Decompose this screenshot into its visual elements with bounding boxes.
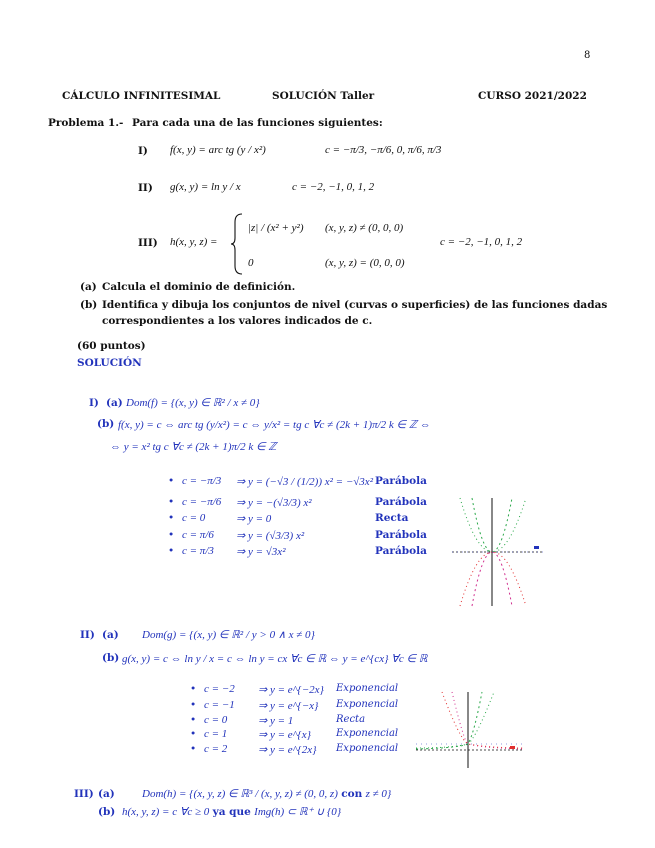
part-i-case-bullet: • [168,496,175,508]
part-ii-case-type: Recta [336,714,366,725]
exp-c1 [416,692,494,748]
task-a-text: Calcula el dominio de definición. [102,281,296,293]
part-i-b-line1: f(x, y) = c ⇔ arc tg (y/x²) = c ⇔ y/x² = tg c ∀c ≠ (2k + 1)π/2 k ∈ ℤ ⇔ [118,419,431,431]
part-i-case-type: Parábola [375,496,427,508]
part-ii-case-eq: ⇒ y = e^{x} [258,729,311,741]
part-i-case-type: Recta [375,512,409,524]
part-i-b-line2: ⇔ y = x² tg c ∀c ≠ (2k + 1)π/2 k ∈ ℤ [110,441,277,453]
part-i-case-type: Parábola [375,529,427,541]
part-ii-case-bullet: • [190,683,197,695]
part-iii-b-label: (b) [98,806,116,818]
part-i-case-type: Parábola [375,475,427,487]
part-ii-domain: Dom(g) = {(x, y) ∈ ℝ² / y > 0 ∧ x ≠ 0} [142,629,315,641]
function-i-number: I) [138,145,148,157]
part-iii-b-text: h(x, y, z) = c ∀c ≥ 0 [122,806,210,818]
part-ii-case-c: c = 0 [204,714,228,726]
part-ii-case-c: c = −2 [204,683,235,695]
piecewise-brace [230,212,244,276]
part-i-case-c: c = −π/3 [182,475,222,487]
part-ii-case-eq: ⇒ y = e^{−2x} [258,684,324,696]
problem-label: Problema 1.- [48,117,124,129]
part-iii-domain-tail: z ≠ 0} [365,788,392,800]
function-iii-case2: 0 [248,257,254,269]
part-iii-b-line [122,805,341,818]
part-iii-b-ya-que: ya que [212,806,251,818]
exp-c-2 [452,692,524,749]
part-ii-case-c: c = 2 [204,743,228,755]
legend-mark [534,546,539,549]
task-b-text: Identifica y dibuja los conjuntos de nivel (curvas o superficies) de las funciones dadas [102,299,608,311]
part-iii-domain-con: con [341,788,363,800]
part-ii-level-curves-plot [412,690,527,770]
header-course-name: CÁLCULO INFINITESIMAL [62,90,221,102]
part-i-case-eq: ⇒ y = √3x² [236,546,286,558]
task-b-text-continued: correspondientes a los valores indicados de c. [102,315,373,327]
function-iii-cond1: (x, y, z) ≠ (0, 0, 0) [325,222,404,234]
header-title: SOLUCIÓN Taller [272,90,375,102]
part-ii-case-eq: ⇒ y = e^{2x} [258,744,317,756]
function-iii-definition-left: h(x, y, z) = [170,236,218,248]
header-year: CURSO 2021/2022 [478,90,587,102]
function-iii-levels: c = −2, −1, 0, 1, 2 [440,236,523,248]
task-b-label: (b) [80,299,98,311]
part-ii-case-bullet: • [190,728,197,740]
part-ii-b-text: g(x, y) = c ⇔ ln y / x = c ⇔ ln y = cx ∀c ∈ ℝ ⇔ y = e^{cx} ∀c ∈ ℝ [122,653,428,665]
part-i-domain: Dom(f) = {(x, y) ∈ ℝ² / x ≠ 0} [126,397,260,409]
legend-mark [510,746,515,749]
function-ii-number: II) [138,182,153,194]
part-i-case-bullet: • [168,512,175,524]
function-iii-cond2: (x, y, z) = (0, 0, 0) [325,257,405,269]
part-i-case-c: c = −π/6 [182,496,222,508]
part-ii-case-c: c = 1 [204,728,228,740]
part-i-a-label: (a) [106,397,123,409]
part-iii-a-label: (a) [98,788,115,800]
part-ii-case-bullet: • [190,743,197,755]
part-iii-label: III) [74,788,94,800]
part-iii-b-tail: Img(h) ⊂ ℝ⁺ ∪ {0} [254,806,342,818]
part-i-case-c: c = π/6 [182,529,214,541]
part-iii-domain: Dom(h) = {(x, y, z) ∈ ℝ³ / (x, y, z) ≠ (0, 0, z) [142,788,338,800]
function-i-definition: f(x, y) = arc tg (y / x²) [170,144,266,156]
part-i-label: I) [89,397,99,409]
solution-title: SOLUCIÓN [77,357,142,369]
part-iii-domain-line [142,787,391,800]
part-ii-case-eq: ⇒ y = 1 [258,715,294,727]
part-i-case-type: Parábola [375,545,427,557]
function-ii-levels: c = −2, −1, 0, 1, 2 [292,181,375,193]
part-i-b-label: (b) [97,418,115,430]
page-number: 8 [584,50,591,61]
part-ii-case-bullet: • [190,714,197,726]
part-ii-case-eq: ⇒ y = e^{−x} [258,700,319,712]
parabola-c-pi6 [460,498,526,552]
part-i-case-eq: ⇒ y = (−√3 / (1/2)) x² = −√3x² [236,476,373,488]
part-i-case-eq: ⇒ y = −(√3/3) x² [236,497,312,509]
part-i-case-bullet: • [168,475,175,487]
function-iii-number: III) [138,237,158,249]
problem-statement: Para cada una de las funciones siguientes: [132,117,383,129]
part-ii-label: II) [80,629,95,641]
part-i-case-bullet: • [168,545,175,557]
part-i-case-bullet: • [168,529,175,541]
part-i-level-curves-plot [448,494,548,609]
part-ii-a-label: (a) [102,629,119,641]
part-ii-case-bullet: • [190,699,197,711]
part-ii-case-type: Exponencial [336,728,399,739]
part-ii-case-c: c = −1 [204,699,235,711]
part-i-case-eq: ⇒ y = 0 [236,513,272,525]
part-ii-b-label: (b) [102,652,120,664]
points: (60 puntos) [77,340,146,352]
function-iii-case1: |z| / (x² + y²) [248,222,304,234]
parabola-c-minus-pi6 [460,552,526,606]
part-ii-case-type: Exponencial [336,683,399,694]
part-i-case-eq: ⇒ y = (√3/3) x² [236,530,305,542]
exp-c2 [416,692,482,749]
task-a-label: (a) [80,281,97,293]
function-ii-definition: g(x, y) = ln y / x [170,181,241,193]
part-i-case-c: c = 0 [182,512,206,524]
part-ii-case-type: Exponencial [336,743,399,754]
function-i-levels: c = −π/3, −π/6, 0, π/6, π/3 [325,144,442,156]
part-i-case-c: c = π/3 [182,545,214,557]
part-ii-case-type: Exponencial [336,699,399,710]
